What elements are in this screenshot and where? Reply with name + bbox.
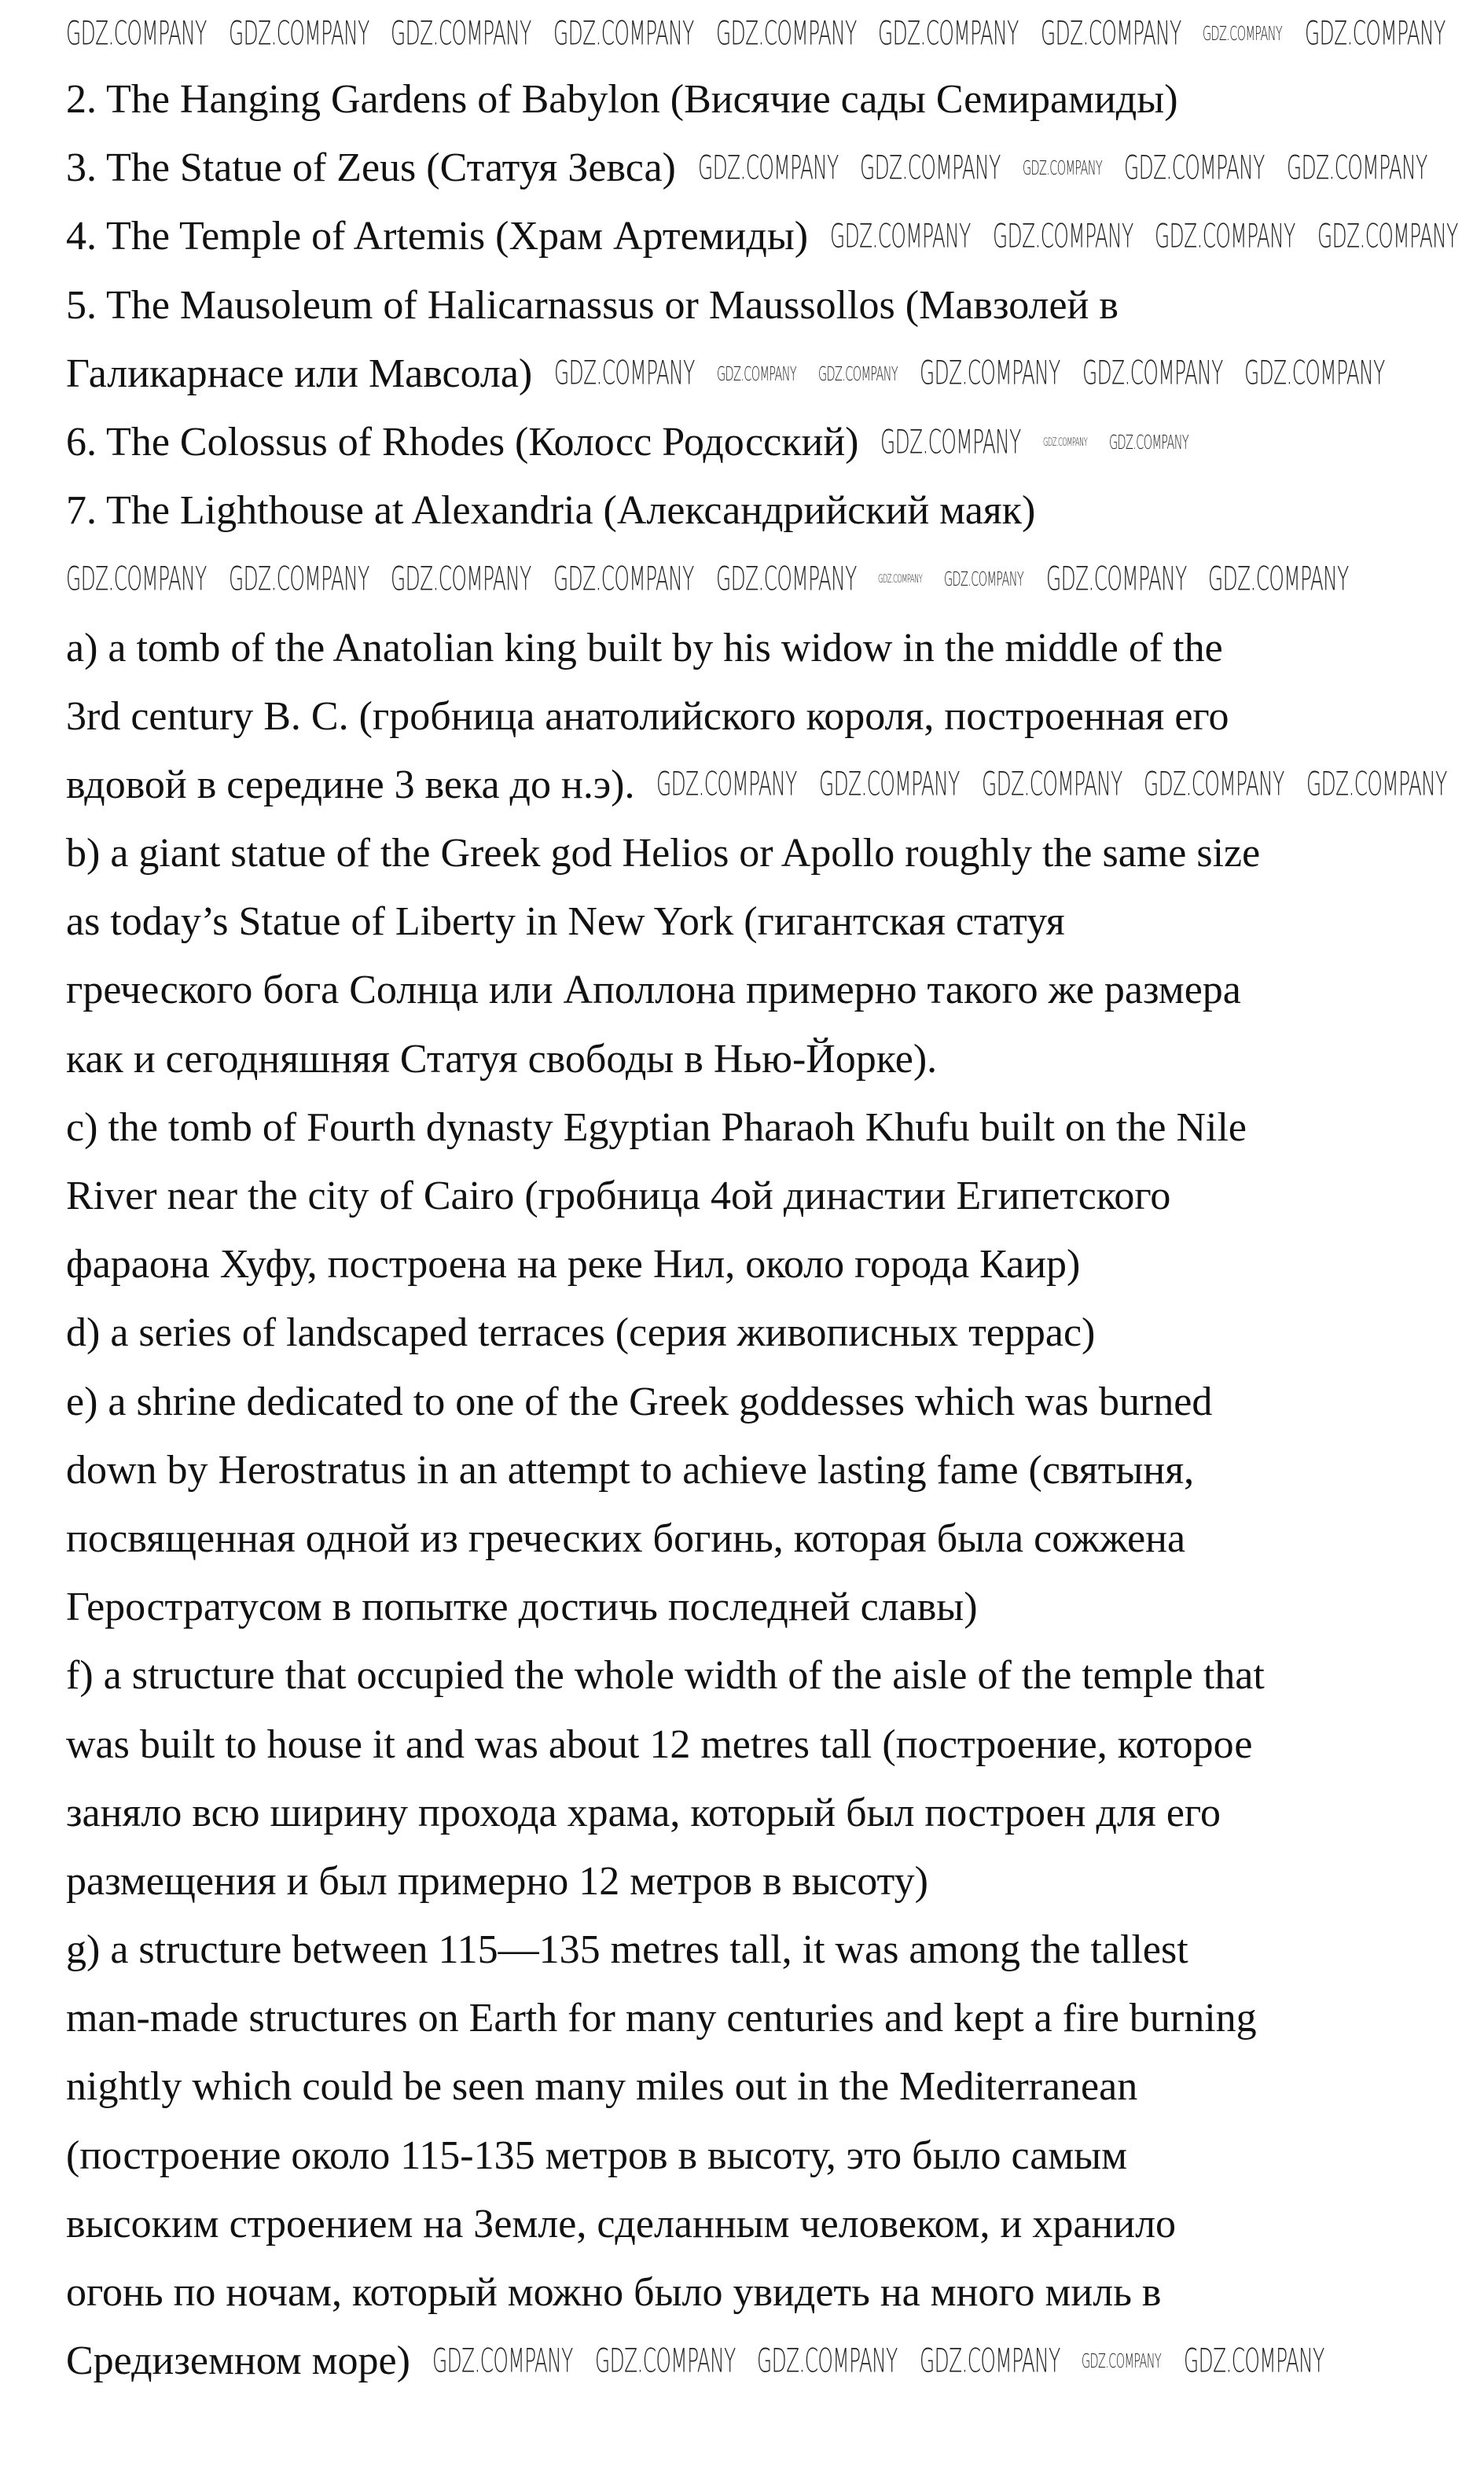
description-line: man-made structures on Earth for many centuries and kept a fire burning xyxy=(66,1996,1257,2041)
watermark: GDZ.COMPANY xyxy=(920,355,1060,393)
watermark: GDZ.COMPANY xyxy=(819,766,960,804)
watermark: GDZ.COMPANY xyxy=(1304,14,1445,53)
watermark: GDZ.COMPANY xyxy=(1082,355,1223,393)
watermark: GDZ.COMPANY xyxy=(697,149,839,187)
watermark: GDZ.COMPANY xyxy=(656,766,798,804)
watermark: GDZ.COMPANY xyxy=(1183,2342,1324,2380)
watermark: GDZ.COMPANY xyxy=(1244,355,1385,393)
watermark: GDZ.COMPANY xyxy=(66,560,207,599)
watermark: GDZ.COMPANY xyxy=(880,423,1022,461)
watermark: GDZ.COMPANY xyxy=(1144,766,1285,804)
description-line: e) a shrine dedicated to one of the Greek goddesses which was burned xyxy=(66,1379,1213,1424)
wonder-item: 7. The Lighthouse at Alexandria (Александрийский маяк) xyxy=(66,488,1036,534)
watermark: GDZ.COMPANY xyxy=(594,2342,736,2380)
watermark: GDZ.COMPANY xyxy=(554,355,695,393)
description-line: was built to house it and was about 12 metres tall (построение, которое xyxy=(66,1721,1253,1767)
description-line: a) a tomb of the Anatolian king built by his widow in the middle of the xyxy=(66,625,1223,670)
watermark: GDZ.COMPANY xyxy=(878,14,1019,53)
watermark: GDZ.COMPANY xyxy=(66,14,207,53)
wonder-item: Галикарнасе или Мавсола) xyxy=(66,351,533,396)
wonder-item: 6. The Colossus of Rhodes (Колосс Родосский) xyxy=(66,419,859,465)
watermark: GDZ.COMPANY xyxy=(1203,22,1283,46)
watermark: GDZ.COMPANY xyxy=(1109,430,1189,454)
watermark: GDZ.COMPANY xyxy=(228,560,369,599)
description-line: вдовой в середине 3 века до н.э). xyxy=(66,762,635,807)
watermark: GDZ.COMPANY xyxy=(919,2342,1060,2380)
watermark: GDZ.COMPANY xyxy=(391,560,531,599)
watermark: GDZ.COMPANY xyxy=(1040,14,1181,53)
description-line: посвященная одной из греческих богинь, которая была сожжена xyxy=(66,1515,1186,1561)
wonder-item: 2. The Hanging Gardens of Babylon (Висячие сады Семирамиды) xyxy=(66,77,1178,122)
watermark: GDZ.COMPANY xyxy=(715,560,857,599)
wonders-list xyxy=(66,65,1265,545)
watermark: GDZ.COMPANY xyxy=(391,14,531,53)
description-line: огонь по ночам, который можно было увидеть на много миль в xyxy=(66,2270,1162,2315)
watermark: GDZ.COMPANY xyxy=(1124,149,1265,187)
description-line: фараона Хуфу, построена на реке Нил, около города Каир) xyxy=(66,1242,1081,1288)
watermark: GDZ.COMPANY xyxy=(1023,156,1103,180)
description-line: c) the tomb of Fourth dynasty Egyptian Pharaoh Khufu built on the Nile xyxy=(66,1104,1247,1150)
watermark: GDZ.COMPANY xyxy=(944,568,1024,591)
watermark: GDZ.COMPANY xyxy=(992,217,1133,256)
watermark: GDZ.COMPANY xyxy=(830,217,971,256)
wonder-item: 3. The Statue of Zeus (Статуя Зевса) xyxy=(66,145,676,191)
watermark: GDZ.COMPANY xyxy=(1043,435,1088,449)
description-line: River near the city of Cairo (гробница 4ой династии Египетского xyxy=(66,1174,1171,1218)
watermark: GDZ.COMPANY xyxy=(716,362,796,386)
watermark: GDZ.COMPANY xyxy=(1317,217,1458,256)
description-line: 3rd century B. C. (гробница анатолийского короля, построенная его xyxy=(66,693,1229,739)
watermark: GDZ.COMPANY xyxy=(1208,560,1349,599)
watermark: GDZ.COMPANY xyxy=(860,149,1001,187)
description-line: down by Herostratus in an attempt to achieve lasting fame (святыня, xyxy=(66,1447,1195,1493)
watermark: GDZ.COMPANY xyxy=(817,362,898,386)
watermark: GDZ.COMPANY xyxy=(715,14,857,53)
wonder-item: 5. The Mausoleum of Halicarnassus or Maussollos (Мавзолей в xyxy=(66,282,1119,328)
watermark: GDZ.COMPANY xyxy=(1286,149,1427,187)
description-line: nightly which could be seen many miles out in the Mediterranean xyxy=(66,2064,1138,2110)
description-line: f) a structure that occupied the whole width of the aisle of the temple that xyxy=(66,1653,1265,1699)
description-line: заняло всю ширину прохода храма, который был построен для его xyxy=(66,1790,1221,1835)
description-line: d) a series of landscaped terraces (серия живописных террас) xyxy=(66,1310,1096,1356)
description-line: b) a giant statue of the Greek god Helios or Apollo roughly the same size xyxy=(66,831,1261,876)
descriptions-list xyxy=(66,614,1265,2396)
watermark: GDZ.COMPANY xyxy=(1306,766,1447,804)
watermark: GDZ.COMPANY xyxy=(1045,560,1187,599)
description-line: высоким строением на Земле, сделанным человеком, и хранило xyxy=(66,2201,1177,2246)
description-line: Геростратусом в попытке достичь последней славы) xyxy=(66,1585,978,1630)
description-line: as today’s Statue of Liberty in New York (гигантская статуя xyxy=(66,899,1065,945)
description-line: Средиземном море) xyxy=(66,2338,410,2384)
watermark: GDZ.COMPANY xyxy=(1155,217,1296,256)
watermark: GDZ.COMPANY xyxy=(432,2342,573,2380)
watermark: GDZ.COMPANY xyxy=(757,2342,898,2380)
description-line: как и сегодняшняя Статуя свободы в Нью-Йорке). xyxy=(66,1036,938,1082)
document-body xyxy=(66,65,1265,2395)
description-line: размещения и был примерно 12 метров в высоту) xyxy=(66,1858,928,1904)
watermark: GDZ.COMPANY xyxy=(553,560,694,599)
watermark: GDZ.COMPANY xyxy=(878,572,923,586)
wonder-item: 4. The Temple of Artemis (Храм Артемиды) xyxy=(66,214,809,259)
description-line: g) a structure between 115—135 metres tall, it was among the tallest xyxy=(66,1927,1188,1973)
watermark: GDZ.COMPANY xyxy=(981,766,1122,804)
watermark: GDZ.COMPANY xyxy=(228,14,369,53)
description-line: греческого бога Солнца или Аполлона примерно такого же размера xyxy=(66,968,1241,1013)
watermark: GDZ.COMPANY xyxy=(553,14,694,53)
watermark: GDZ.COMPANY xyxy=(1082,2349,1162,2373)
description-line: (построение около 115-135 метров в высоту, это было самым xyxy=(66,2133,1128,2178)
